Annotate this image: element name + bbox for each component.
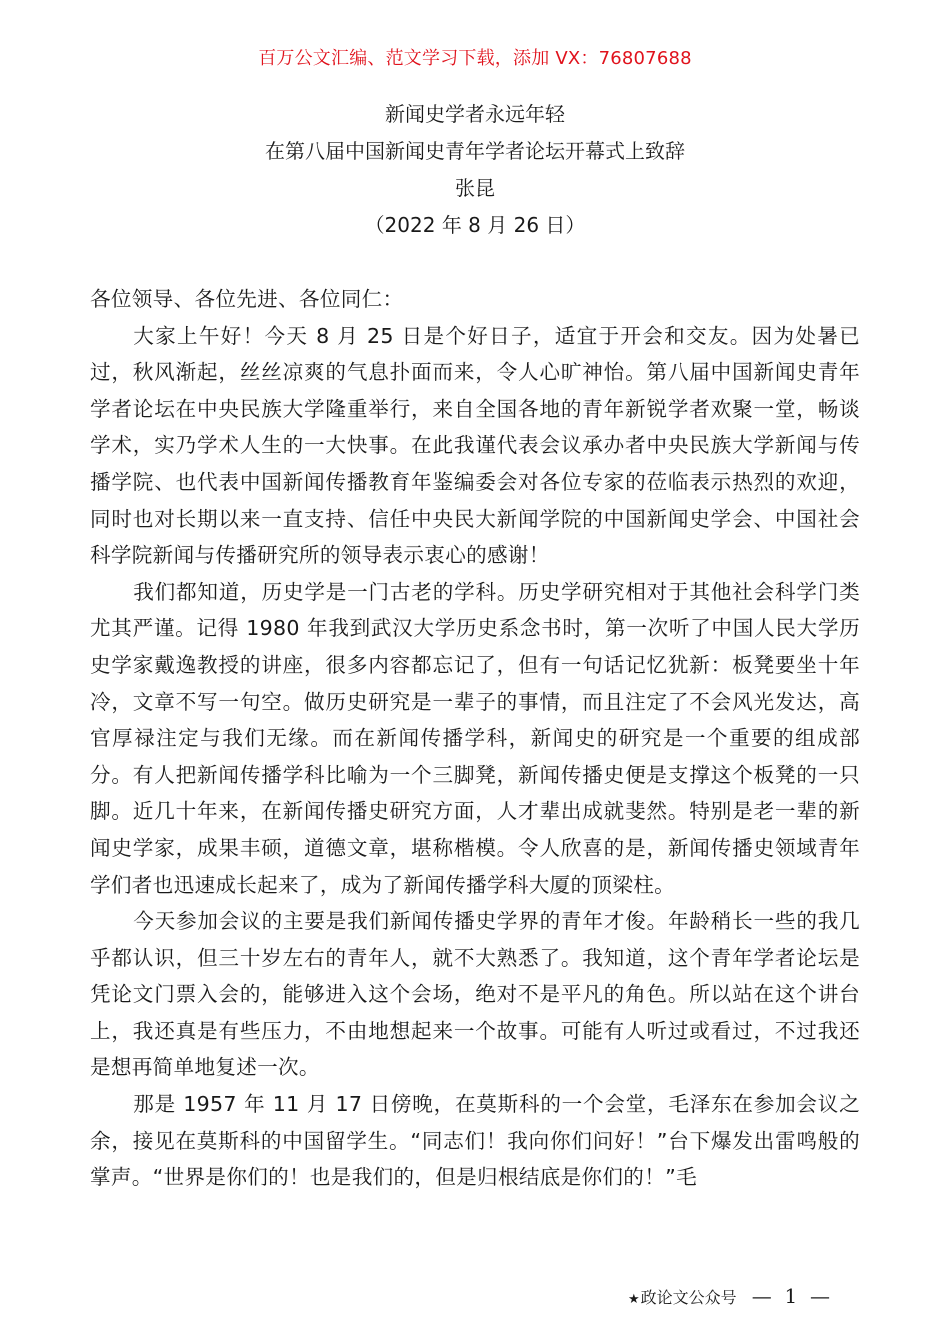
- paragraph: 今天参加会议的主要是我们新闻传播史学界的青年才俊。年龄稍长一些的我几乎都认识，但三十岁左右的青年人，就不大熟悉了。我知道，这个青年学者论坛是凭论文门票入会的，能够进入这个会场，绝对不是平凡的角色。所以站在这个讲台上，我还真是有些压力，不由地想起来一个故事。可能有人听过或看过，不过我还是想再简单地复述一次。: [90, 909, 860, 1080]
- page-dash-left: —: [751, 1284, 772, 1308]
- footer-source: 政论文公众号: [640, 1288, 737, 1307]
- promo-text: 百万公文汇编、范文学习下载，添加 VX：76807688: [258, 48, 692, 69]
- paragraph: 那是 1957 年 11 月 17 日傍晚，在莫斯科的一个会堂，毛泽东在参加会议之余，接见在莫斯科的中国留学生。“同志们！我向你们问好！”台下爆发出雷鸣般的掌声。“世界是你们的！也是我们的，但是归根结底是你们的！”毛: [90, 1092, 860, 1190]
- document-body: [90, 281, 860, 1196]
- paragraph: 我们都知道，历史学是一门古老的学科。历史学研究相对于其他社会科学门类尤其严谨。记得 1980 年我到武汉大学历史系念书时，第一次听了中国人民大学历史学家戴逸教授的讲座，很多内容都忘记了，但有一句话记忆犹新：板凳要坐十年冷，文章不写一句空。做历史研究是一辈子的事情，而且注定了不会风光发达，高官厚禄注定与我们无缘。而在新闻传播学科，新闻史的研究是一个重要的组成部分。有人把新闻传播学科比喻为一个三脚凳，新闻传播史便是支撑这个板凳的一只脚。近几十年来，在新闻传播史研究方面，人才辈出成就斐然。特别是老一辈的新闻史学家，成果丰硕，道德文章，堪称楷模。令人欣喜的是，新闻传播史领域青年学们者也迅速成长起来了，成为了新闻传播学科大厦的顶梁柱。: [90, 579, 860, 897]
- document-subtitle: 在第八届中国新闻史青年学者论坛开幕式上致辞: [265, 139, 685, 163]
- page-dash-right: —: [809, 1284, 830, 1308]
- promo-banner: [0, 46, 950, 72]
- page-number-value: 1: [784, 1284, 798, 1308]
- page-footer: [628, 1284, 830, 1312]
- document-header: [0, 96, 950, 244]
- salutation: 各位领导、各位先进、各位同仁：: [90, 287, 404, 311]
- page-number: [752, 1284, 830, 1308]
- document-date: （2022 年 8 月 26 日）: [364, 213, 586, 237]
- star-icon: ★: [628, 1292, 640, 1307]
- document-author: 张昆: [455, 176, 495, 200]
- paragraph: 大家上午好！今天 8 月 25 日是个好日子，适宜于开会和交友。因为处暑已过，秋风渐起，丝丝凉爽的气息扑面而来，令人心旷神怡。第八届中国新闻史青年学者论坛在中央民族大学隆重举行，来自全国各地的青年新锐学者欢聚一堂，畅谈学术，实乃学术人生的一大快事。在此我谨代表会议承办者中央民族大学新闻与传播学院、也代表中国新闻传播教育年鉴编委会对各位专家的莅临表示热烈的欢迎，同时也对长期以来一直支持、信任中央民大新闻学院的中国新闻史学会、中国社会科学院新闻与传播研究所的领导表示衷心的感谢！: [90, 323, 860, 568]
- document-title: 新闻史学者永远年轻: [385, 102, 565, 126]
